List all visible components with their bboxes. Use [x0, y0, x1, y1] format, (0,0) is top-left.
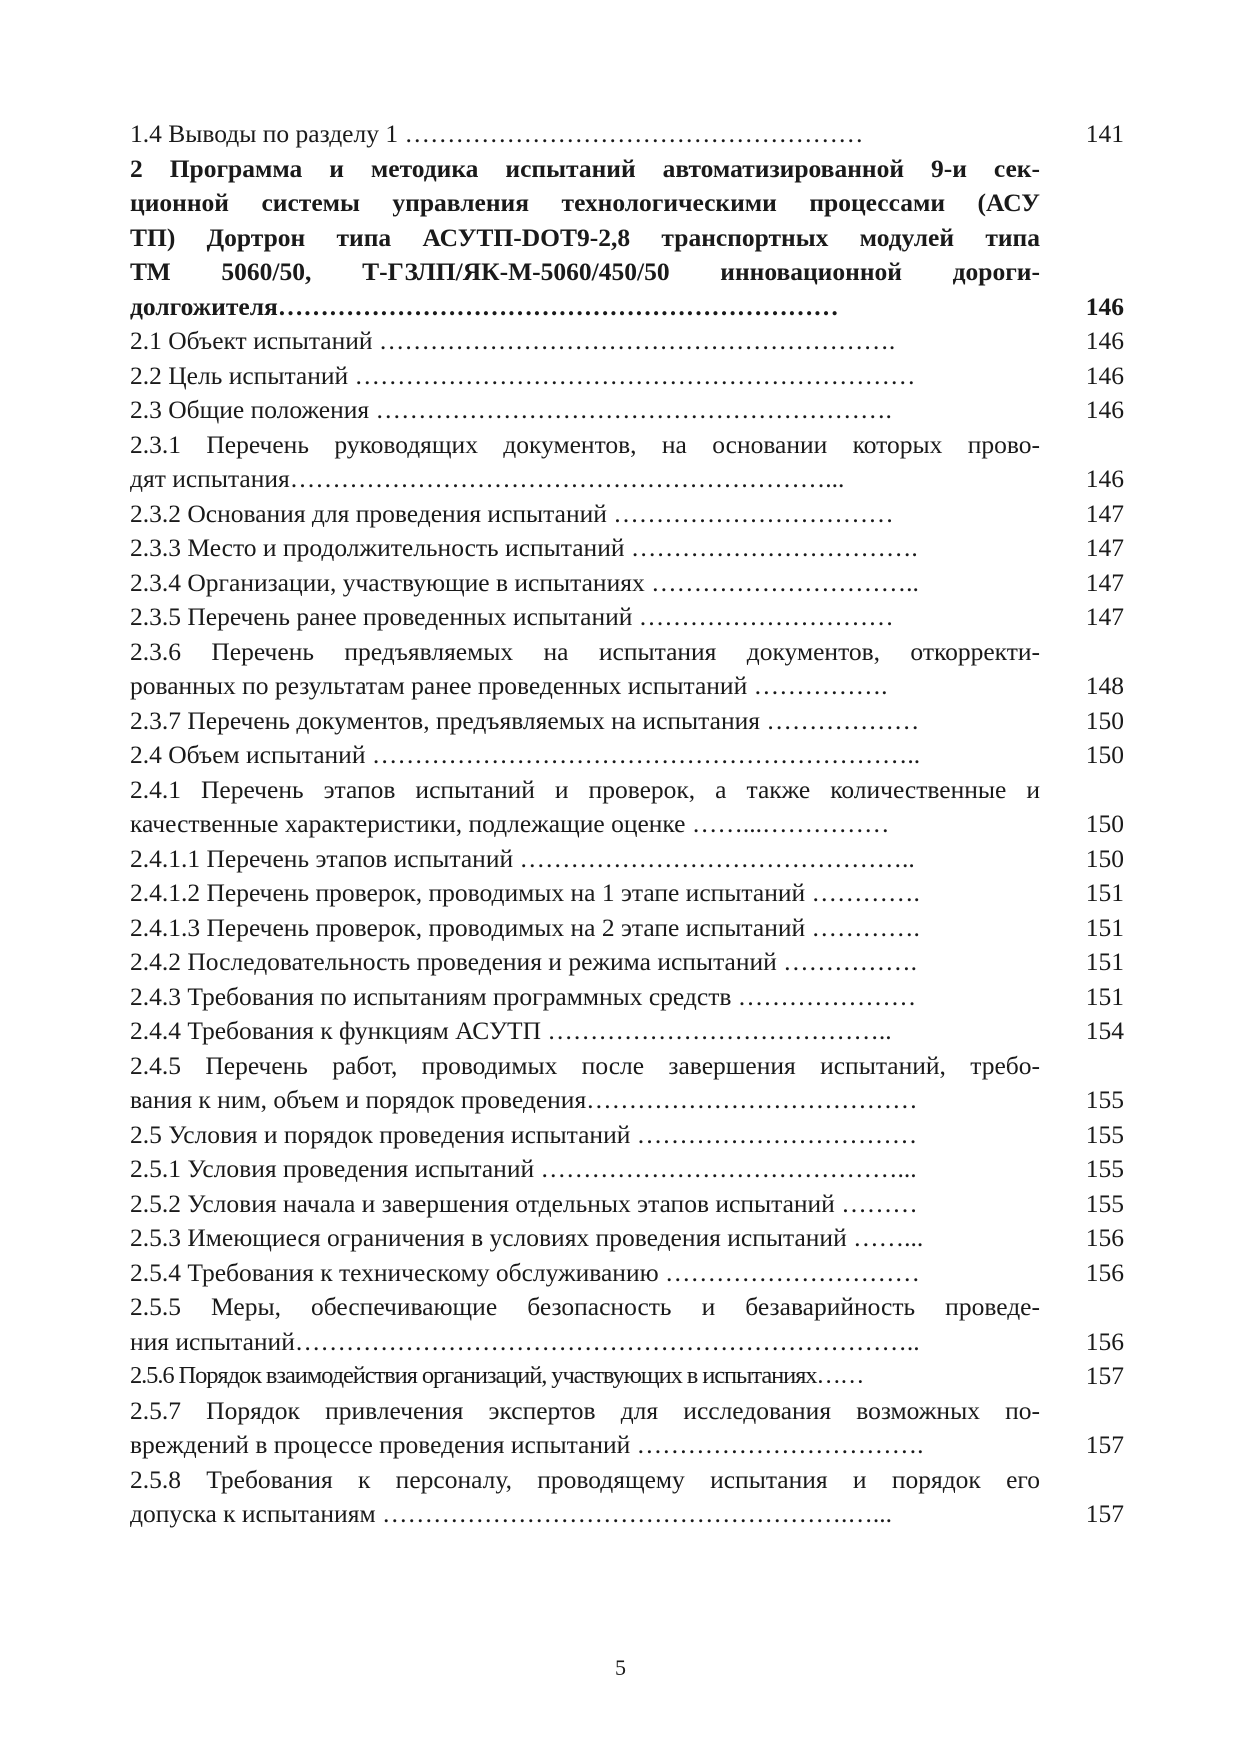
toc-entry-page: 150: [1085, 740, 1124, 769]
toc-entry-title: [130, 842, 1040, 877]
toc-entry-line: 2.3.7 Перечень документов, предъявляемых на испытания ………………: [130, 705, 920, 735]
toc-entry-line: 2.3.3 Место и продолжительность испытаний …………………………….: [130, 533, 918, 562]
toc-entry-page: 148: [1085, 671, 1124, 700]
toc-entry-title: [130, 497, 1040, 532]
toc-entry-page: 155: [1085, 1119, 1124, 1149]
toc-entry-title: [130, 911, 1040, 946]
toc-entry-title: [130, 1359, 1040, 1394]
page-number: 5: [615, 1655, 626, 1680]
toc-entry-line: 2.4 Объем испытаний ………………………………………………………..: [130, 740, 921, 769]
toc-entry-title: [130, 1187, 1040, 1222]
toc-entry-title: [130, 1152, 1040, 1187]
toc-entry: [130, 117, 1130, 152]
toc-entry-line: 2.5.6 Порядок взаимодействия организаций, участвующих в испытаниях……: [130, 1362, 864, 1389]
toc-entry-title: [130, 1118, 1040, 1153]
toc-entry: [130, 1118, 1130, 1153]
toc-entry-title: [130, 635, 1040, 704]
toc-entry-line: 2.2 Цель испытаний …………………………………………………………: [130, 360, 916, 390]
toc-entry-line: 2.4.1 Перечень этапов испытаний и проверок, а также количественные и: [130, 774, 1040, 804]
toc-entry-title: [130, 1256, 1040, 1291]
toc-entry-line: 2.1 Объект испытаний …………………………………………………….: [130, 326, 896, 355]
toc-entry-page: 157: [1085, 1361, 1124, 1390]
toc-entry-line: ТМ 5060/50, Т-ГЗЛП/ЯК-М-5060/450/50 инновационной дороги-: [130, 257, 1040, 286]
toc-entry: [130, 324, 1130, 359]
toc-entry: [130, 773, 1130, 842]
toc-entry-title: [130, 1394, 1040, 1463]
toc-entry-page: 146: [1085, 360, 1124, 390]
toc-entry-title: [130, 1290, 1040, 1359]
toc-entry-page: 147: [1085, 602, 1124, 631]
toc-entry-line: качественные характеристики, подлежащие оценке ……...……………: [130, 809, 890, 838]
toc-entry: [130, 945, 1130, 980]
toc-entry-title: [130, 117, 1040, 152]
toc-entry-page: 151: [1085, 912, 1124, 942]
toc-entry-page: 146: [1085, 291, 1124, 321]
toc-entry-page: 156: [1085, 1223, 1124, 1252]
toc-entry: [130, 393, 1130, 428]
toc-entry-line: 2.4.4 Требования к функциям АСУТП …………………………………..: [130, 1016, 892, 1045]
toc-entry: [130, 1187, 1130, 1222]
toc-entry: [130, 566, 1130, 601]
toc-entry-line: 2.5.5 Меры, обеспечивающие безопасность и безаварийность проведе-: [130, 1292, 1040, 1321]
toc-entry: [130, 1221, 1130, 1256]
toc-entry-line: 2.5.3 Имеющиеся ограничения в условиях проведения испытаний ……...: [130, 1223, 924, 1252]
toc-entry-line: 2.3.1 Перечень руководящих документов, на основании которых прово-: [130, 429, 1040, 459]
toc-entry-page: 154: [1085, 1016, 1124, 1045]
toc-entry: [130, 635, 1130, 704]
toc-entry-line: 2.3.6 Перечень предъявляемых на испытания документов, откорректи-: [130, 636, 1040, 666]
toc-entry-line: долгожителя…………………………………………………………: [130, 291, 839, 321]
toc-entry-line: рованных по результатам ранее проведенных испытаний …………….: [130, 671, 888, 700]
toc-entry: [130, 1152, 1130, 1187]
toc-entry-title: [130, 428, 1040, 497]
toc-entry-title: [130, 393, 1040, 428]
toc-entry: [130, 738, 1130, 773]
toc-entry: [130, 359, 1130, 394]
toc-entry-title: [130, 1221, 1040, 1256]
toc-entry-title: [130, 566, 1040, 601]
toc-entry-line: 2.4.1.2 Перечень проверок, проводимых на 1 этапе испытаний ………….: [130, 878, 920, 907]
toc-entry-page: 151: [1085, 878, 1124, 907]
toc-entry-line: ционной системы управления технологическими процессами (АСУ: [130, 188, 1040, 217]
toc-entry-page: 151: [1085, 981, 1124, 1011]
toc-entry-line: 2.4.3 Требования по испытаниям программных средств …………………: [130, 981, 917, 1011]
toc-entry-title: [130, 773, 1040, 842]
toc-entry-title: [130, 152, 1040, 325]
toc-entry-page: 156: [1085, 1326, 1124, 1356]
toc-entry-page: 157: [1085, 1499, 1124, 1528]
toc-entry: [130, 1359, 1130, 1394]
toc-entry: [130, 428, 1130, 497]
toc-entry-title: [130, 980, 1040, 1015]
toc-entry-page: 157: [1085, 1430, 1124, 1459]
toc-entry: [130, 980, 1130, 1015]
toc-entry-title: [130, 600, 1040, 635]
toc-entry-title: [130, 531, 1040, 566]
toc-entry: [130, 704, 1130, 739]
toc-entry-line: дят испытания………………………………………………………...: [130, 464, 845, 493]
toc-entry: [130, 842, 1130, 877]
toc-entry-page: 146: [1085, 395, 1124, 424]
toc-entry-line: 2.5.7 Порядок привлечения экспертов для исследования возможных по-: [130, 1395, 1040, 1425]
toc-entry-line: 2.3.5 Перечень ранее проведенных испытаний …………………………: [130, 602, 894, 631]
toc-entry-page: 147: [1085, 533, 1124, 562]
toc-entry-page: 155: [1085, 1154, 1124, 1183]
toc-entry-page: 155: [1085, 1085, 1124, 1114]
toc-entry: [130, 531, 1130, 566]
toc-entry-line: вания к ним, объем и порядок проведения…………………………………: [130, 1085, 918, 1114]
toc-entry-page: 151: [1085, 947, 1124, 976]
toc-entry-title: [130, 1463, 1040, 1532]
toc-entry: [130, 1463, 1130, 1532]
toc-entry-page: 147: [1085, 498, 1124, 528]
toc-entry-page: 146: [1085, 326, 1124, 355]
toc-entry: [130, 1049, 1130, 1118]
table-of-contents: [130, 117, 1130, 1532]
toc-entry-page: 150: [1085, 843, 1124, 873]
toc-entry: [130, 1394, 1130, 1463]
toc-entry-title: [130, 876, 1040, 911]
toc-entry: [130, 1014, 1130, 1049]
toc-entry-title: [130, 1049, 1040, 1118]
toc-entry: [130, 600, 1130, 635]
toc-entry: [130, 497, 1130, 532]
toc-entry-page: 147: [1085, 567, 1124, 597]
toc-entry-line: 2.4.1.1 Перечень этапов испытаний ………………………………………..: [130, 843, 915, 873]
toc-entry-page: 150: [1085, 809, 1124, 838]
toc-entry-line: 2.3.4 Организации, участвующие в испытаниях …………………………..: [130, 567, 919, 597]
toc-entry-page: 150: [1085, 705, 1124, 735]
toc-entry-line: ния испытаний………………………………………………………………..: [130, 1326, 920, 1356]
toc-entry-line: 2.3 Общие положения …………………………………………………….: [130, 395, 892, 424]
toc-entry: [130, 911, 1130, 946]
toc-entry-line: 2 Программа и методика испытаний автоматизированной 9-и сек-: [130, 153, 1040, 183]
toc-entry-line: 2.5.2 Условия начала и завершения отдельных этапов испытаний ………: [130, 1188, 918, 1218]
toc-entry-title: [130, 359, 1040, 394]
toc-entry-line: допуска к испытаниям ……………………………………………….…...: [130, 1499, 892, 1528]
toc-entry-line: 1.4 Выводы по разделу 1 ………………………………………………: [130, 119, 864, 148]
toc-entry-line: 2.3.2 Основания для проведения испытаний ……………………………: [130, 498, 894, 528]
toc-entry-title: [130, 1014, 1040, 1049]
toc-entry-line: 2.5.1 Условия проведения испытаний ……………………………………...: [130, 1154, 917, 1183]
toc-entry-page: 146: [1085, 464, 1124, 493]
toc-entry: [130, 876, 1130, 911]
toc-entry-line: вреждений в процессе проведения испытаний …………………………….: [130, 1430, 924, 1459]
toc-entry-line: 2.4.5 Перечень работ, проводимых после завершения испытаний, требо-: [130, 1050, 1040, 1080]
toc-entry: [130, 1290, 1130, 1359]
toc-entry-title: [130, 738, 1040, 773]
toc-entry-title: [130, 324, 1040, 359]
toc-entry-page: 156: [1085, 1257, 1124, 1287]
toc-entry: [130, 152, 1130, 325]
toc-entry-line: 2.5 Условия и порядок проведения испытаний ……………………………: [130, 1119, 918, 1149]
toc-entry-title: [130, 945, 1040, 980]
toc-entry-page: 155: [1085, 1188, 1124, 1218]
toc-entry-title: [130, 704, 1040, 739]
toc-entry: [130, 1256, 1130, 1291]
toc-entry-line: 2.5.4 Требования к техническому обслуживанию …………………………: [130, 1257, 921, 1287]
toc-entry-line: 2.4.1.3 Перечень проверок, проводимых на 2 этапе испытаний ………….: [130, 912, 920, 942]
toc-entry-page: 141: [1085, 119, 1124, 148]
toc-entry-line: ТП) Дортрон типа АСУТП-DOT9-2,8 транспортных модулей типа: [130, 222, 1040, 252]
toc-entry-line: 2.5.8 Требования к персоналу, проводящему испытания и порядок его: [130, 1464, 1040, 1494]
toc-entry-line: 2.4.2 Последовательность проведения и режима испытаний …………….: [130, 947, 918, 976]
